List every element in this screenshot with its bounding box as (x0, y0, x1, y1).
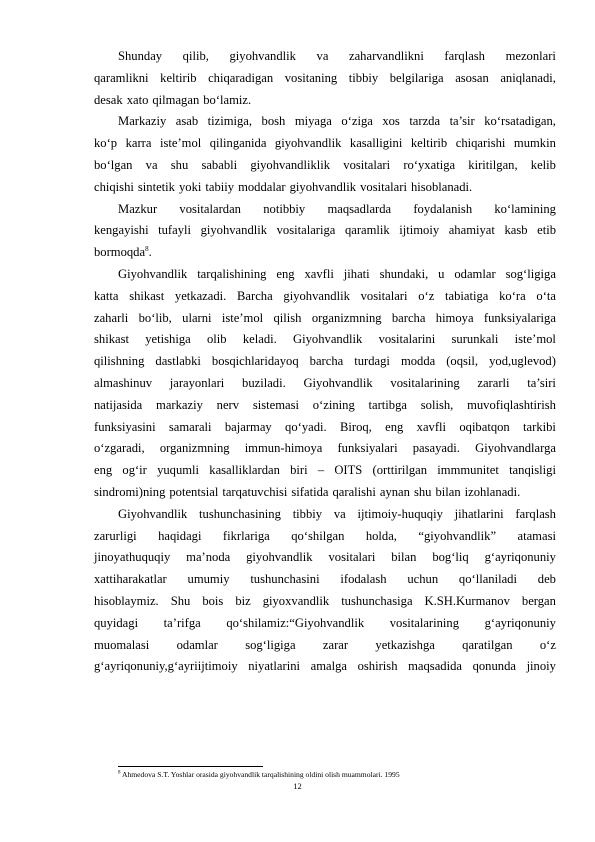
text-line: sindromi)ning potentsial tarqatuvchisi sifatida qaralishi aynan shu bilan izohlanadi. (94, 484, 521, 499)
text-line: desak xato qilmagan bo‘lamiz. (94, 92, 252, 107)
paragraph (94, 46, 556, 111)
text-line: Markaziy asab tizimiga, bosh miyaga o‘ziga xos tarzda ta’sir ko‘rsatadigan, (118, 114, 556, 129)
text-line: qaramlikni keltirib chiqaradigan vositaning tibbiy belgilariga asosan aniqlanadi, (94, 70, 556, 85)
footnote-ref: 8 (145, 244, 149, 253)
paragraph (94, 504, 556, 678)
text-line: kengayishi tufayli giyohvandlik vositalariga qaramlik ijtimoiy ahamiyat kasb etib (94, 223, 556, 238)
footnote (118, 770, 558, 779)
text-line: xattiharakatlar umumiy tushunchasini ifodalash uchun qo‘llaniladi deb (94, 572, 556, 587)
text-line: muomalasi odamlar sog‘ligiga zarar yetkazishga qaratilgan o‘z (94, 637, 556, 652)
text-line: natijasida markaziy nerv sistemasi o‘zining tartibga solish, muvofiqlashtirish (94, 397, 556, 412)
text-line: ko‘p karra iste’mol qilinganida giyohvandlik kasalligini keltirib chiqarishi mumkin (94, 136, 556, 151)
text-line: Mazkur vositalardan notibbiy maqsadlarda foydalanish ko‘lamining (118, 201, 556, 216)
text-line: eng og‘ir yuqumli kasalliklardan biri – OITS (orttirilgan immmunitet tanqisligi (94, 463, 556, 478)
footnote-number: 8 (118, 770, 121, 776)
paragraph (94, 264, 556, 504)
text-line: hisoblaymiz. Shu bois biz giyoxvandlik tushunchasiga K.SH.Kurmanov bergan (94, 593, 556, 608)
footnote-divider (118, 766, 263, 767)
footnote-text: Ahmedova S.T. Yoshlar orasida giyohvandlik tarqalishining oldini olish muammolari. 1995 (120, 770, 400, 779)
text-line: qilishning dastlabki bosqichlaridayoq barcha turdagi modda (oqsil, yod,uglevod) (94, 354, 556, 369)
text-line: katta shikast yetkazadi. Barcha giyohvandlik vositalari o‘z tabiatiga ko‘ra o‘ta (94, 288, 556, 303)
text-line: almashinuv jarayonlari buziladi. Giyohvandlik vositalarining zararli ta’siri (94, 375, 556, 390)
text-line: Shunday qilib, giyohvandlik va zaharvandlikni farqlash mezonlari (118, 49, 556, 63)
text-line: funksiyasini samarali bajarmay qo‘yadi. Biroq, eng xavfli oqibatqon tarkibi (94, 419, 556, 434)
text-line: Giyohvandlik tushunchasining tibbiy va ijtimoiy-huquqiy jihatlarini farqlash (118, 506, 556, 521)
text-line: bo‘lgan va shu sababli giyohvandliklik vositalari ro‘yxatiga kiritilgan, kelib (94, 157, 556, 172)
page-number: 12 (293, 781, 302, 791)
text-line: zaharli bo‘lib, ularni iste’mol qilish organizmning barcha himoya funksiyalariga (94, 310, 556, 325)
paragraph (94, 199, 556, 264)
text-line: chiqishi sintetik yoki tabiiy moddalar giyohvandlik vositalari hisoblanadi. (94, 179, 473, 194)
text-line: Giyohvandlik tarqalishining eng xavfli jihati shundaki, u odamlar sog‘ligiga (118, 266, 556, 281)
text-line: o‘zgaradi, organizmning immun-himoya funksiyalari pasayadi. Giyohvandlarga (94, 441, 556, 456)
text-line: jinoyathuquqiy ma’noda giyohvandlik vositalari bilan bog‘liq g‘ayriqonuniy (94, 550, 556, 565)
text-line: bormoqda$^8$. (94, 244, 152, 260)
text-line: quyidagi ta’rifga qo‘shilamiz:“Giyohvandlik vositalarining g‘ayriqonuniy (94, 615, 556, 630)
text-line: zarurligi haqidagi fikrlariga qo‘shilgan holda, “giyohvandlik” atamasi (94, 528, 556, 543)
text-line: shikast yetishiga olib keladi. Giyohvandlik vositalarini surunkali iste’mol (94, 332, 556, 347)
paragraph (94, 111, 556, 198)
body-text (94, 46, 556, 678)
text-line: g‘ayriqonuniy,g‘ayriijtimoiy niyatlarini amalga oshirish maqsadida qonunda jinoiy (94, 659, 556, 674)
